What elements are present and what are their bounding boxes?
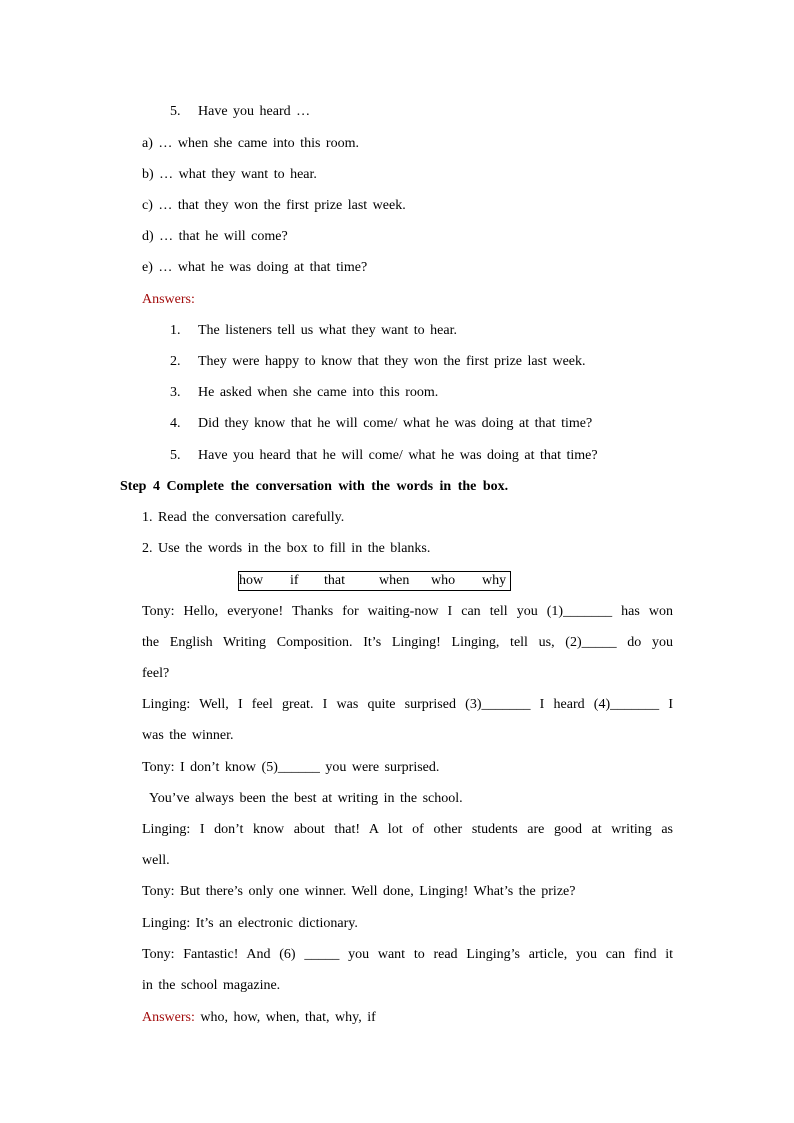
conversation-line: Linging: It’s an electronic dictionary.: [142, 916, 358, 931]
step4-heading: Step 4 Complete the conversation with the words in the box.: [120, 479, 509, 494]
answer-number: 4.: [170, 416, 181, 431]
answer-number: 1.: [170, 323, 181, 338]
conversation-line: Linging: I don’t know about that! A lot of other students are good at writing as: [142, 822, 673, 837]
step4-instruction-1: 1. Read the conversation carefully.: [142, 510, 345, 525]
conversation-line: feel?: [142, 666, 170, 681]
box-word: that: [324, 573, 345, 588]
question-text: Have you heard …: [198, 104, 311, 119]
final-answers: [142, 1009, 376, 1027]
answer-number: 2.: [170, 354, 181, 369]
option-c: c) … that they won the first prize last week.: [142, 198, 406, 213]
conversation-line: in the school magazine.: [142, 978, 281, 993]
box-word: if: [290, 573, 299, 588]
conversation-line: the English Writing Composition. It’s Linging! Linging, tell us, (2)_____ do you: [142, 635, 673, 650]
conversation-line: Tony: Fantastic! And (6) _____ you want to read Linging’s article, you can find it: [142, 947, 673, 962]
answers-label: Answers:: [142, 292, 195, 307]
final-answers-text: who, how, when, that, why, if: [200, 1010, 376, 1025]
box-word: why: [482, 573, 507, 588]
final-answers-label: Answers:: [142, 1010, 195, 1025]
box-word: who: [431, 573, 456, 588]
answer-item: [170, 415, 592, 433]
answer-text: He asked when she came into this room.: [198, 385, 439, 400]
option-e: e) … what he was doing at that time?: [142, 260, 368, 275]
answer-text: The listeners tell us what they want to hear.: [198, 323, 457, 338]
option-b: b) … what they want to hear.: [142, 167, 317, 182]
conversation-line: Tony: Hello, everyone! Thanks for waiting-now I can tell you (1)_______ has won: [142, 604, 673, 619]
question-5: [170, 103, 310, 121]
answer-item: [170, 322, 457, 340]
answer-item: [170, 353, 586, 371]
answer-number: 5.: [170, 448, 181, 463]
question-number: 5.: [170, 104, 181, 119]
word-box: [238, 571, 511, 591]
conversation-line: Tony: But there’s only one winner. Well done, Linging! What’s the prize?: [142, 884, 576, 899]
conversation-line: Linging: Well, I feel great. I was quite surprised (3)_______ I heard (4)_______ I: [142, 697, 673, 712]
answer-number: 3.: [170, 385, 181, 400]
step4-instruction-2: 2. Use the words in the box to fill in the blanks.: [142, 541, 431, 556]
answer-text: Have you heard that he will come/ what he was doing at that time?: [198, 448, 598, 463]
answer-text: They were happy to know that they won the first prize last week.: [198, 354, 586, 369]
answer-text: Did they know that he will come/ what he was doing at that time?: [198, 416, 593, 431]
box-word: how: [239, 573, 264, 588]
option-d: d) … that he will come?: [142, 229, 288, 244]
answer-item: [170, 384, 438, 402]
answer-item: [170, 447, 598, 465]
conversation-line: Tony: I don’t know (5)______ you were surprised.: [142, 760, 440, 775]
conversation-line: was the winner.: [142, 728, 234, 743]
conversation-line: well.: [142, 853, 170, 868]
conversation-line: You’ve always been the best at writing in the school.: [149, 791, 463, 806]
box-word: when: [379, 573, 410, 588]
option-a: a) … when she came into this room.: [142, 136, 359, 151]
